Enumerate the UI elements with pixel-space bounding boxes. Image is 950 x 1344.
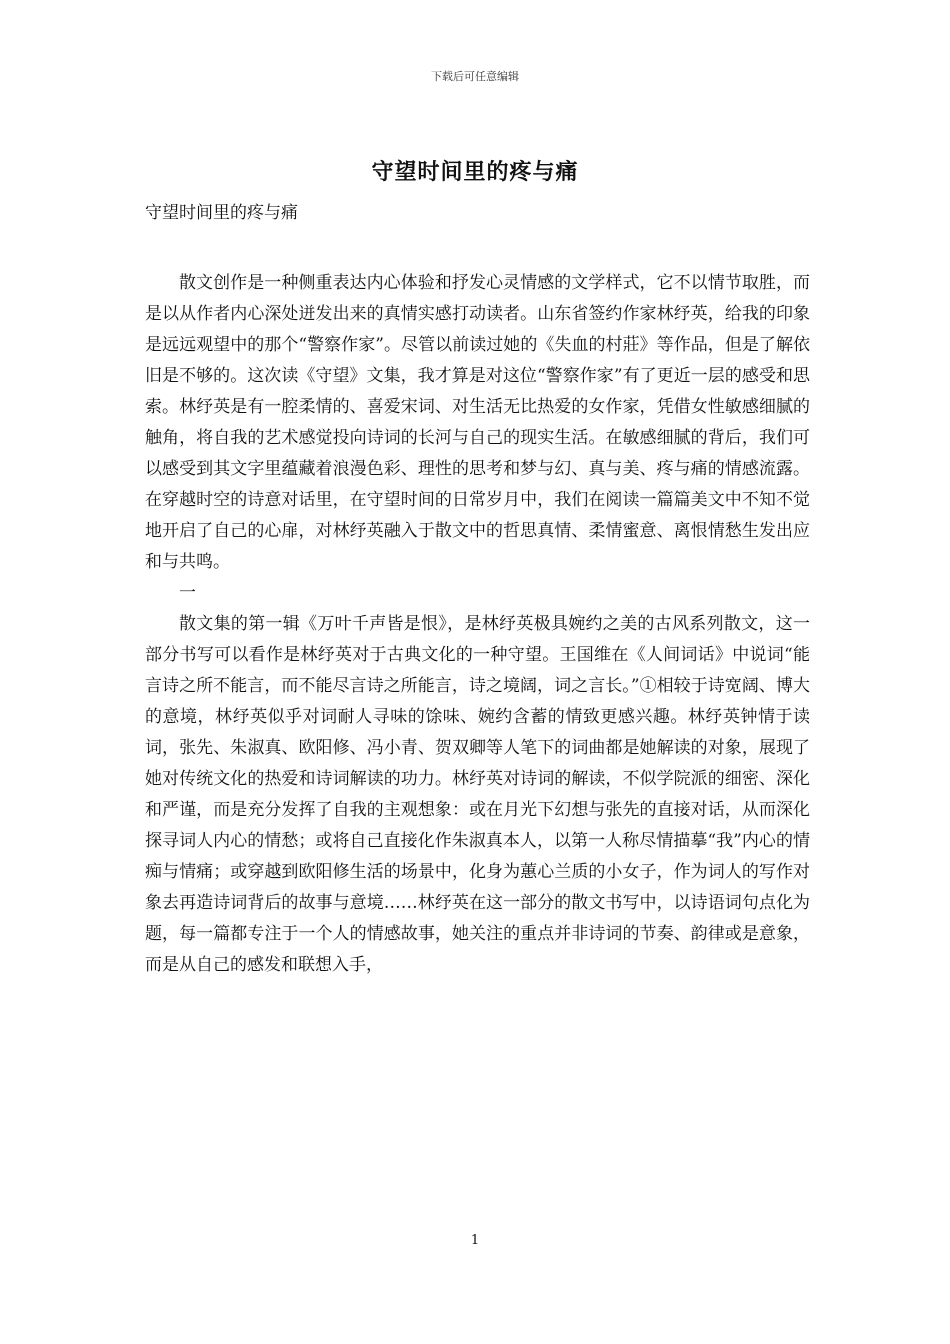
paragraph-intro: 散文创作是一种侧重表达内心体验和抒发心灵情感的文学样式，它不以情节取胜，而是以从作者内心深处迸发出来的真情实感打动读者。山东省签约作家林纾英，给我的印象是远远观望中的那个“警察作家”。尽管以前读过她的《失血的村莊》等作品，但是了解依旧是不够的。这次读《守望》文集，我才算是对这位“警察作家”有了更近一层的感受和思索。林纾英是有一腔柔情的、喜爱宋词、对生活无比热爱的女作家，凭借女性敏感细腻的触角，将自我的艺术感觉投向诗词的长河与自己的现实生活。在敏感细腻的背后，我们可以感受到其文字里蕴藏着浪漫色彩、理性的思考和梦与幻、真与美、疼与痛的情感流露。在穿越时空的诗意对话里，在守望时间的日常岁月中，我们在阅读一篇篇美文中不知不觉地开启了自己的心扉，对林纾英融入于散文中的哲思真情、柔情蜜意、离恨情愁生发出应和与共鸣。 <box>145 273 810 572</box>
document-subtitle: 守望时间里的疼与痛 <box>145 203 298 223</box>
section-marker: 一 <box>179 583 196 603</box>
page-number: 1 <box>470 1233 480 1248</box>
document-title: 守望时间里的疼与痛 <box>371 159 579 185</box>
header-note: 下载后可任意编辑 <box>431 70 519 83</box>
document-body <box>145 268 810 981</box>
paragraph-section-one: 散文集的第一辑《万叶千声皆是恨》，是林纾英极具婉约之美的古风系列散文，这一部分书写可以看作是林纾英对于古典文化的一种守望。王国维在《人间词话》中说词“能言诗之所不能言，而不能尽言诗之所能言，诗之境阔，词之言长。”①相较于诗宽阔、博大的意境，林纾英似乎对词耐人寻味的馀味、婉约含蓄的情致更感兴趣。林纾英钟情于读词，张先、朱淑真、欧阳修、冯小青、贺双卿等人笔下的词曲都是她解读的对象，展现了她对传统文化的热爱和诗词解读的功力。林纾英对诗词的解读，不似学院派的细密、深化和严谨，而是充分发挥了自我的主观想象：或在月光下幻想与张先的直接对话，从而深化探寻词人内心的情愁；或将自己直接化作朱淑真本人，以第一人称尽情描摹“我”内心的情痴与情痛；或穿越到欧阳修生活的场景中，化身为蕙心兰质的小女子，作为词人的写作对象去再造诗词背后的故事与意境……林纾英在这一部分的散文书写中，以诗语词句点化为题，每一篇都专注于一个人的情感故事，她关注的重点并非诗词的节奏、韵律或是意象，而是从自己的感发和联想入手， <box>145 614 810 975</box>
